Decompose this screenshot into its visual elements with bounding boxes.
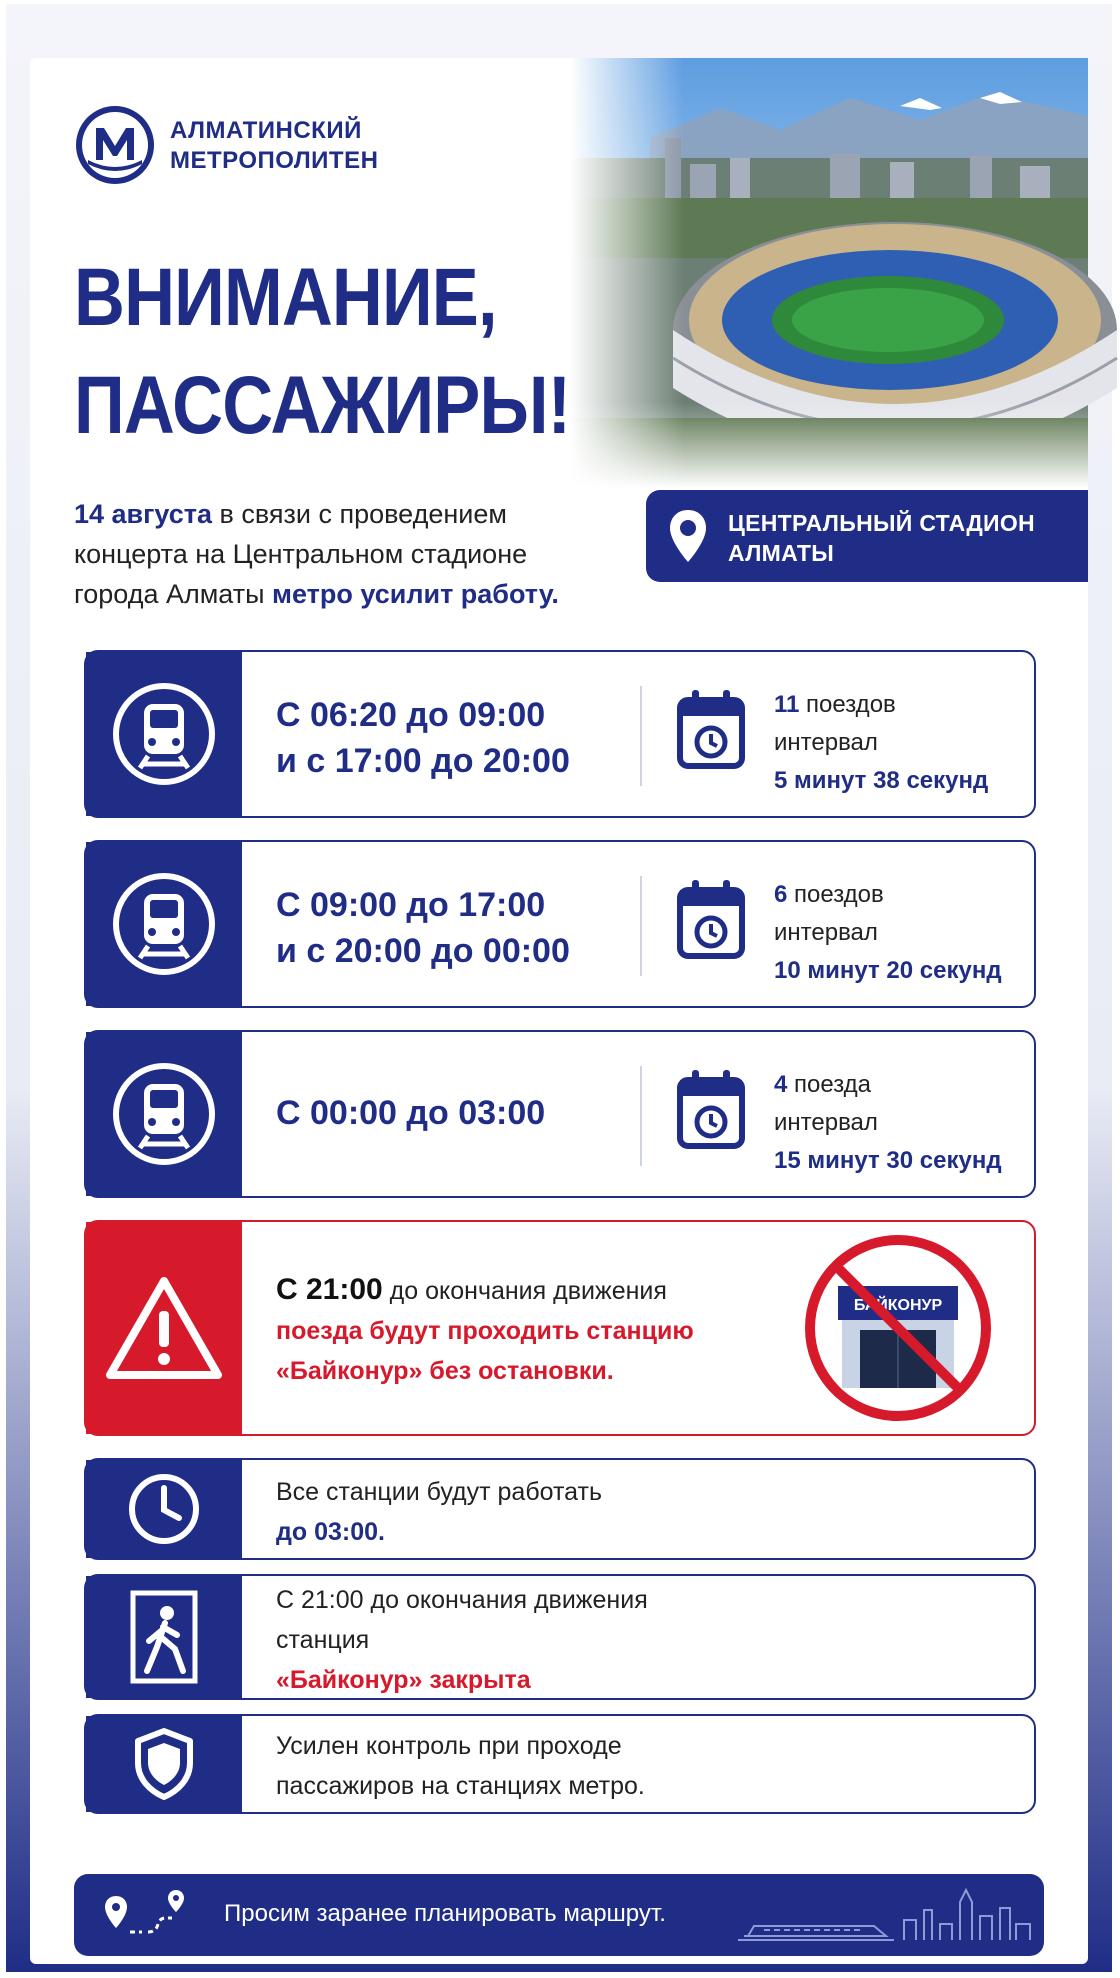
interval-label: интервал: [774, 729, 878, 756]
schedule-time-line2: и с 17:00 до 20:00: [276, 742, 570, 780]
poster-frame: [6, 4, 1112, 1972]
notice-line1: Усилен контроль при проходе: [276, 1732, 622, 1760]
brand-line1: АЛМАТИНСКИЙ: [170, 117, 362, 144]
poster: [30, 58, 1088, 1964]
notice-line2: до 03:00.: [276, 1518, 385, 1546]
schedule-info: [774, 876, 1002, 990]
train-icon: [108, 1058, 220, 1170]
train-icon-box: [86, 1032, 242, 1196]
train-icon: [108, 678, 220, 790]
schedule-time-line1: С 00:00 до 03:00: [276, 1094, 546, 1132]
notice-card-closed: [84, 1574, 1036, 1700]
schedule-time-line2: и с 20:00 до 00:00: [276, 932, 570, 970]
notice-line2: пассажиров на станциях метро.: [276, 1772, 645, 1800]
exit-door-icon-box: [86, 1576, 242, 1698]
notice-line1: Все станции будут работать: [276, 1478, 603, 1506]
schedule-time: [276, 1090, 545, 1136]
warning-icon-box: [86, 1222, 242, 1434]
schedule-time: [276, 692, 570, 784]
notice-card-control: [84, 1714, 1036, 1814]
alert-text: [276, 1270, 694, 1391]
schedule-info: [774, 686, 988, 800]
no-stop-station-icon: [798, 1228, 998, 1428]
clock-icon-box: [86, 1460, 242, 1558]
shield-icon: [132, 1727, 196, 1801]
metro-logo-icon: [74, 104, 156, 186]
headline: [74, 244, 570, 460]
warning-icon: [104, 1275, 224, 1381]
brand-line2: МЕТРОПОЛИТЕН: [170, 147, 379, 174]
clock-icon: [127, 1472, 201, 1546]
schedule-info: [774, 1066, 1002, 1180]
train-count: 11: [774, 691, 800, 718]
interval-label: интервал: [774, 919, 878, 946]
train-count-label: поездов: [799, 691, 896, 718]
station-sign-text: БАЙКОНУР: [853, 1297, 943, 1314]
notice-text: [276, 1472, 602, 1552]
notice-line1: С 21:00 до окончания движения: [276, 1586, 648, 1614]
metro-skyline-icon: [734, 1880, 1034, 1952]
calendar-clock-icon: [676, 878, 746, 962]
alert-text2: поезда будут проходить станцию: [276, 1317, 694, 1345]
brand-name: [170, 116, 378, 176]
alert-time: С 21:00: [276, 1273, 383, 1306]
interval-label: интервал: [774, 1109, 878, 1136]
schedule-card-3: [84, 1030, 1036, 1198]
intro-text: [74, 494, 634, 614]
notice-card-hours: [84, 1458, 1036, 1560]
schedule-time-line1: С 09:00 до 17:00: [276, 886, 546, 924]
train-count-label: поездов: [787, 881, 884, 908]
headline-line2: ПАССАЖИРЫ!: [74, 360, 571, 451]
route-icon: [102, 1888, 202, 1944]
train-icon-box: [86, 652, 242, 816]
intro-highlight: метро усилит работу.: [272, 579, 559, 609]
train-icon-box: [86, 842, 242, 1006]
notice-text: [276, 1726, 645, 1806]
train-count: 4: [774, 1071, 788, 1098]
intro-text1: в связи с проведением: [212, 499, 507, 529]
intro-text3: города Алматы: [74, 579, 273, 609]
intro-text2: концерта на Центральном стадионе: [74, 539, 528, 569]
interval-value: 10 минут 20 секунд: [774, 957, 1002, 984]
location-badge: [646, 490, 1088, 582]
stadium-illustration: [570, 58, 1088, 488]
intro-date: 14 августа: [74, 499, 212, 529]
notice-line2b: «Байконур» закрыта: [276, 1666, 531, 1694]
train-count-label: поезда: [787, 1071, 872, 1098]
interval-value: 5 минут 38 секунд: [774, 767, 989, 794]
schedule-card-2: [84, 840, 1036, 1008]
exit-door-icon: [127, 1587, 201, 1687]
schedule-time-line1: С 06:20 до 09:00: [276, 696, 546, 734]
footer-banner: [74, 1874, 1044, 1956]
calendar-clock-icon: [676, 1068, 746, 1152]
location-line1: ЦЕНТРАЛЬНЫЙ СТАДИОН: [728, 510, 1035, 536]
alert-text3: «Байконур» без остановки.: [276, 1357, 614, 1385]
alert-text1: до окончания движения: [382, 1277, 667, 1305]
map-pin-icon: [668, 508, 708, 564]
schedule-time: [276, 882, 570, 974]
schedule-card-1: [84, 650, 1036, 818]
shield-icon-box: [86, 1716, 242, 1812]
headline-line1: ВНИМАНИЕ,: [74, 252, 497, 343]
location-line2: АЛМАТЫ: [728, 540, 835, 566]
train-icon: [108, 868, 220, 980]
footer-text: Просим заранее планировать маршрут.: [224, 1900, 666, 1927]
notice-line2a: станция: [276, 1626, 370, 1654]
train-count: 6: [774, 881, 788, 908]
interval-value: 15 минут 30 секунд: [774, 1147, 1002, 1174]
alert-card: [84, 1220, 1036, 1436]
calendar-clock-icon: [676, 688, 746, 772]
